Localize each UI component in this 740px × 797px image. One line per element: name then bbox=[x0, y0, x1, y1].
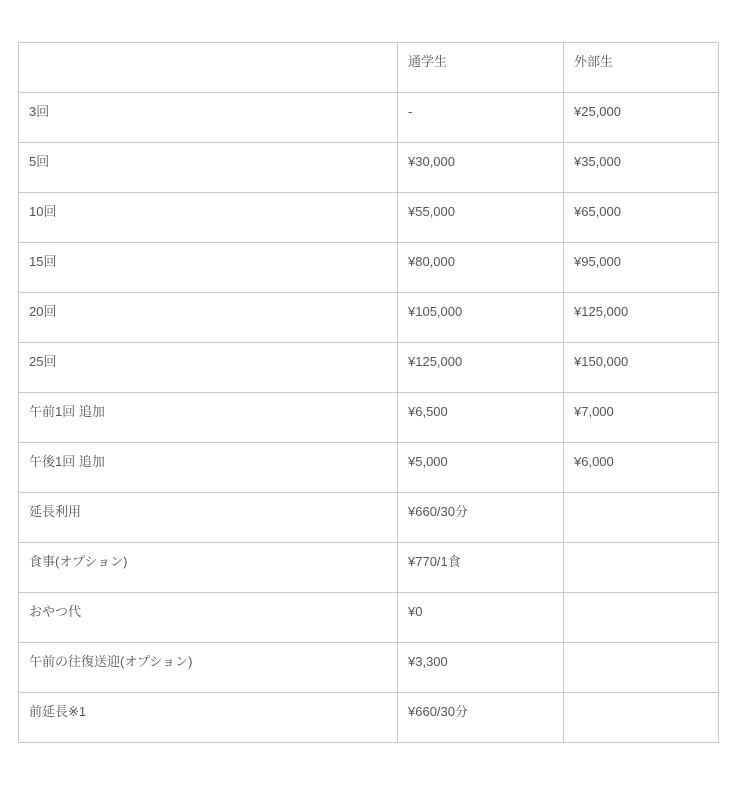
enrolled-price: ¥105,000 bbox=[398, 293, 564, 343]
row-label: 10回 bbox=[19, 193, 398, 243]
enrolled-price: ¥30,000 bbox=[398, 143, 564, 193]
external-price: ¥95,000 bbox=[564, 243, 719, 293]
external-price: ¥25,000 bbox=[564, 93, 719, 143]
row-label: 15回 bbox=[19, 243, 398, 293]
table-row bbox=[19, 393, 719, 443]
row-label: 食事(オプション) bbox=[19, 543, 398, 593]
enrolled-price: ¥5,000 bbox=[398, 443, 564, 493]
external-price bbox=[564, 493, 719, 543]
row-label: 25回 bbox=[19, 343, 398, 393]
external-price: ¥35,000 bbox=[564, 143, 719, 193]
row-label: 3回 bbox=[19, 93, 398, 143]
external-price bbox=[564, 593, 719, 643]
table-row bbox=[19, 143, 719, 193]
row-label: 午前の往復送迎(オプション) bbox=[19, 643, 398, 693]
table-row bbox=[19, 543, 719, 593]
table-row bbox=[19, 243, 719, 293]
enrolled-price: ¥0 bbox=[398, 593, 564, 643]
table-row bbox=[19, 293, 719, 343]
external-price: ¥7,000 bbox=[564, 393, 719, 443]
external-price: ¥125,000 bbox=[564, 293, 719, 343]
enrolled-price: ¥55,000 bbox=[398, 193, 564, 243]
row-label: 20回 bbox=[19, 293, 398, 343]
enrolled-price: ¥6,500 bbox=[398, 393, 564, 443]
table-row bbox=[19, 493, 719, 543]
row-label: 午前1回 追加 bbox=[19, 393, 398, 443]
row-label: 延長利用 bbox=[19, 493, 398, 543]
external-price bbox=[564, 643, 719, 693]
external-price bbox=[564, 693, 719, 743]
enrolled-price: ¥125,000 bbox=[398, 343, 564, 393]
row-label: 5回 bbox=[19, 143, 398, 193]
enrolled-price: ¥80,000 bbox=[398, 243, 564, 293]
table-row bbox=[19, 693, 719, 743]
fee-table-container bbox=[18, 42, 718, 743]
row-label: 前延長※1 bbox=[19, 693, 398, 743]
row-label: 午後1回 追加 bbox=[19, 443, 398, 493]
external-price: ¥150,000 bbox=[564, 343, 719, 393]
row-label: おやつ代 bbox=[19, 593, 398, 643]
external-price: ¥6,000 bbox=[564, 443, 719, 493]
enrolled-price: - bbox=[398, 93, 564, 143]
table-row bbox=[19, 343, 719, 393]
table-row bbox=[19, 643, 719, 693]
table-row bbox=[19, 93, 719, 143]
external-price: ¥65,000 bbox=[564, 193, 719, 243]
enrolled-price: ¥3,300 bbox=[398, 643, 564, 693]
header-cell-external-student: 外部生 bbox=[564, 43, 719, 93]
enrolled-price: ¥660/30分 bbox=[398, 693, 564, 743]
header-cell-item bbox=[19, 43, 398, 93]
table-row bbox=[19, 443, 719, 493]
fee-table bbox=[18, 42, 719, 743]
table-header-row bbox=[19, 43, 719, 93]
external-price bbox=[564, 543, 719, 593]
table-row bbox=[19, 193, 719, 243]
table-row bbox=[19, 593, 719, 643]
enrolled-price: ¥660/30分 bbox=[398, 493, 564, 543]
enrolled-price: ¥770/1食 bbox=[398, 543, 564, 593]
header-cell-enrolled-student: 通学生 bbox=[398, 43, 564, 93]
